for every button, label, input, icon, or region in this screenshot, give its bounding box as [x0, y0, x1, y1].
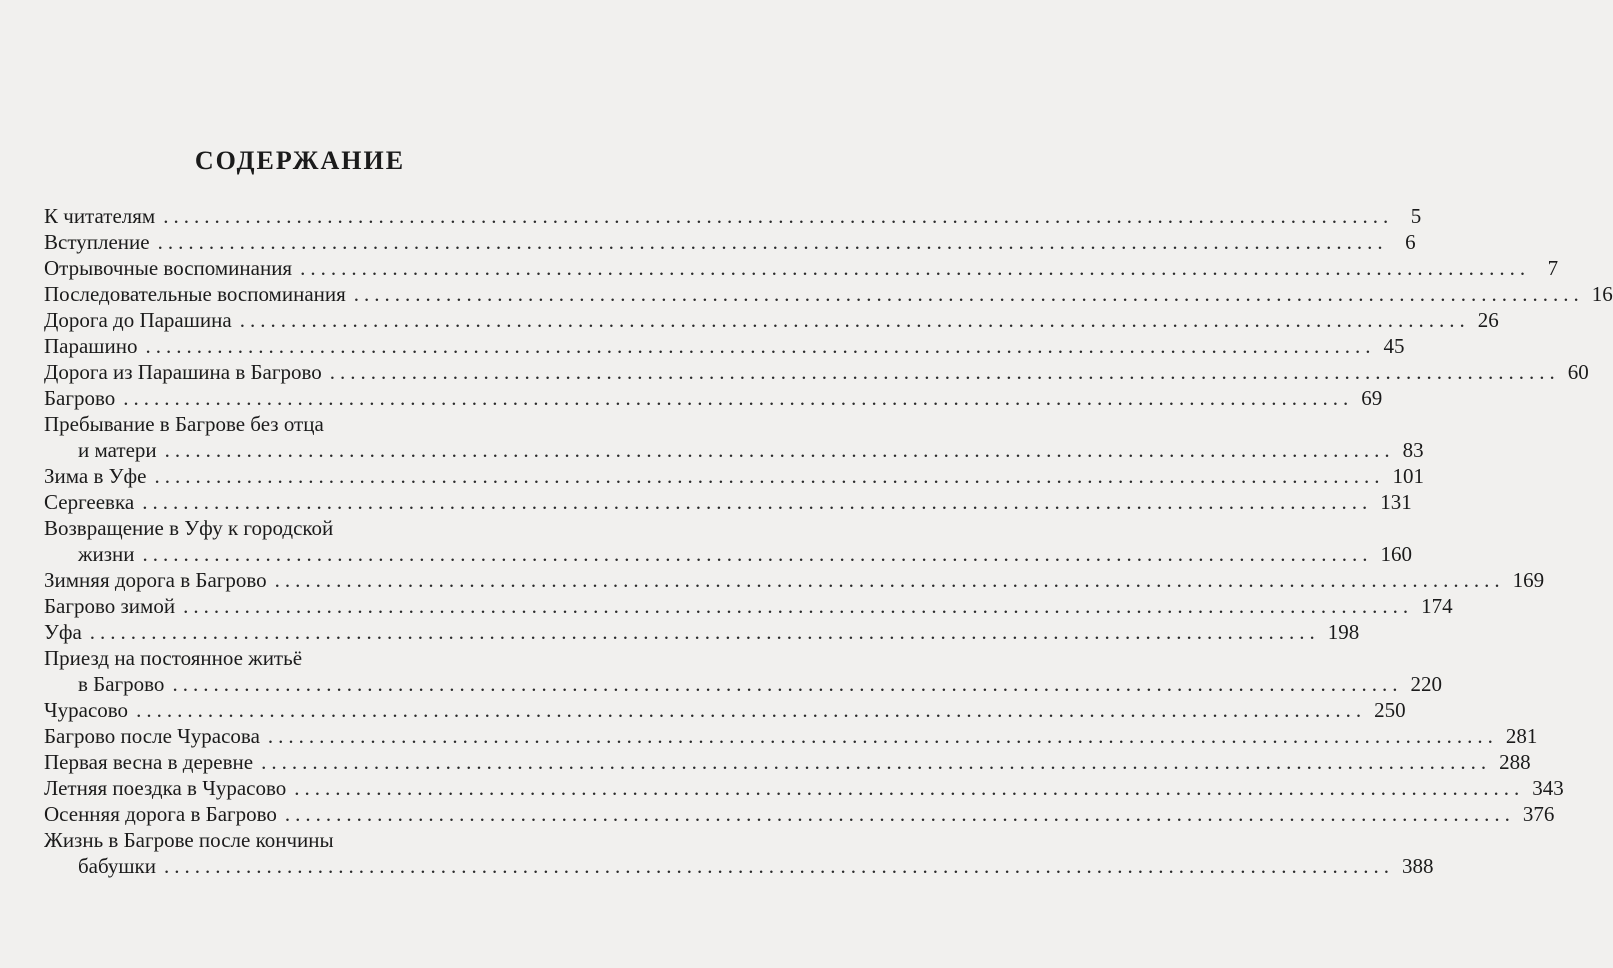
toc-entry: [44, 645, 1442, 697]
toc-entry: [44, 411, 1424, 463]
toc-page-number: 83: [1402, 438, 1424, 462]
dot-leader: ........................................................................................................................: [163, 204, 1394, 228]
toc-entry-line: [44, 463, 1424, 489]
dot-leader: ........................................................................................................................: [284, 802, 1515, 826]
toc-entry-title: Дорога из Парашина в Багрово: [44, 360, 322, 384]
dot-leader: ........................................................................................................................: [164, 854, 1395, 878]
dot-leader: ........................................................................................................................: [261, 750, 1492, 774]
dot-leader: ........................................................................................................................: [142, 542, 1373, 566]
toc-entry-line: [44, 281, 1613, 307]
toc-entry: [44, 203, 1422, 229]
toc-page-number: 16: [1591, 282, 1613, 306]
toc-page-number: 45: [1383, 334, 1405, 358]
toc-entry: [44, 489, 1412, 515]
toc-entry-line: [44, 229, 1416, 255]
toc-entry-line-wrapped: [44, 645, 549, 671]
toc-entry-line: [44, 385, 1383, 411]
toc-entry: [44, 749, 1531, 775]
toc-entry: [44, 359, 1589, 385]
toc-page-number: 169: [1512, 568, 1545, 592]
dot-leader: ........................................................................................................................: [294, 776, 1525, 800]
toc-entry-line: [44, 437, 1424, 463]
dot-leader: ........................................................................................................................: [274, 568, 1505, 592]
toc-entry-line: [44, 749, 1531, 775]
toc-page-number: 220: [1410, 672, 1442, 696]
toc-entry-line: [44, 671, 1442, 697]
toc-entry-title: Зимняя дорога в Багрово: [44, 568, 267, 592]
toc-entry-title: Последовательные воспоминания: [44, 282, 346, 306]
toc-entry: [44, 697, 1406, 723]
toc-entry-title: Возвращение в Уфу к городской: [44, 516, 334, 540]
toc-entry-title: Отрывочные воспоминания: [44, 256, 293, 280]
toc-entry: [44, 723, 1538, 749]
toc-entry: [44, 567, 1545, 593]
toc-page-number: 101: [1392, 464, 1424, 488]
toc-entry-line-wrapped: [44, 827, 549, 853]
toc-entry: [44, 281, 1613, 307]
toc-entry: [44, 385, 1383, 411]
toc-page-number: 198: [1327, 620, 1360, 644]
toc-entry-line: [44, 203, 1422, 229]
dot-leader: ........................................................................................................................: [145, 334, 1376, 358]
dot-leader: ........................................................................................................................: [300, 256, 1531, 280]
toc-entry-title: Первая весна в деревне: [44, 750, 254, 774]
toc-entry-title: и матери: [78, 438, 157, 462]
dot-leader: ........................................................................................................................: [154, 464, 1385, 488]
toc-entry-line: [44, 775, 1564, 801]
toc-page-number: 7: [1547, 256, 1559, 280]
toc-entry-title: Чурасово: [44, 698, 129, 722]
toc-entry: [44, 619, 1360, 645]
toc-entry-line-wrapped: [44, 515, 549, 541]
toc-entry-title: Зима в Уфе: [44, 464, 147, 488]
toc-entry: [44, 463, 1424, 489]
toc-entry-line: [44, 567, 1545, 593]
toc-entry-line: [44, 541, 1413, 567]
dot-leader: ........................................................................................................................: [183, 594, 1414, 618]
dot-leader: ........................................................................................................................: [239, 308, 1470, 332]
toc-entry-line: [44, 723, 1538, 749]
toc-entry-title: Сергеевка: [44, 490, 135, 514]
toc-page-number: 160: [1380, 542, 1413, 566]
toc-page-number: 388: [1402, 854, 1434, 878]
toc-entry-line: [44, 593, 1453, 619]
toc-entry: [44, 801, 1555, 827]
toc-entry-line: [44, 307, 1499, 333]
table-of-contents: [44, 203, 1613, 879]
toc-entry-title: Багрово зимой: [44, 594, 176, 618]
toc-entry-title: Пребывание в Багрове без отца: [44, 412, 324, 436]
toc-entry: [44, 229, 1416, 255]
dot-leader: ........................................................................................................................: [136, 698, 1367, 722]
toc-entry-line: [44, 801, 1555, 827]
toc-entry-title: Летняя поездка в Чурасово: [44, 776, 287, 800]
toc-page-number: 250: [1374, 698, 1406, 722]
page-title: СОДЕРЖАНИЕ: [194, 146, 406, 175]
dot-leader: ........................................................................................................................: [123, 386, 1354, 410]
toc-entry-title: Багрово после Чурасова: [44, 724, 260, 748]
toc-entry-title: Парашино: [44, 334, 138, 358]
toc-page-number: 288: [1499, 750, 1531, 774]
dot-leader: ........................................................................................................................: [353, 282, 1584, 306]
toc-entry-line: [44, 489, 1412, 515]
toc-page-number: 174: [1421, 594, 1453, 618]
toc-entry-title: в Багрово: [78, 672, 165, 696]
toc-entry-title: К читателям: [44, 204, 156, 228]
toc-entry-title: Осенняя дорога в Багрово: [44, 802, 277, 826]
dot-leader: ........................................................................................................................: [157, 230, 1388, 254]
toc-entry-title: Дорога до Парашина: [44, 308, 232, 332]
toc-entry: [44, 775, 1564, 801]
toc-entry: [44, 827, 1434, 879]
toc-entry-line: [44, 853, 1434, 879]
toc-entry-title: жизни: [78, 542, 135, 566]
toc-entry-title: Приезд на постоянное житьё: [44, 646, 303, 670]
toc-entry-line: [44, 333, 1405, 359]
toc-page-number: 376: [1522, 802, 1555, 826]
dot-leader: ........................................................................................................................: [142, 490, 1373, 514]
toc-entry: [44, 307, 1499, 333]
toc-entry: [44, 515, 1413, 567]
toc-page-number: 69: [1361, 386, 1383, 410]
toc-page-number: 26: [1477, 308, 1499, 332]
toc-entry-line: [44, 697, 1406, 723]
dot-leader: ........................................................................................................................: [267, 724, 1498, 748]
dot-leader: ........................................................................................................................: [172, 672, 1403, 696]
toc-page-number: 131: [1380, 490, 1412, 514]
toc-entry-title: Вступление: [44, 230, 150, 254]
toc-entry-line: [44, 255, 1559, 281]
toc-entry-title: Уфа: [44, 620, 82, 644]
toc-entry-line: [44, 619, 1360, 645]
dot-leader: ........................................................................................................................: [329, 360, 1560, 384]
toc-entry-line: [44, 359, 1589, 385]
toc-entry-title: Багрово: [44, 386, 116, 410]
dot-leader: ........................................................................................................................: [164, 438, 1395, 462]
toc-page-number: 281: [1505, 724, 1538, 748]
toc-entry-line-wrapped: [44, 411, 549, 437]
dot-leader: ........................................................................................................................: [89, 620, 1320, 644]
toc-entry-title: Жизнь в Багрове после кончины: [44, 828, 334, 852]
toc-page-number: 60: [1567, 360, 1589, 384]
toc-entry: [44, 593, 1453, 619]
toc-page-number: 343: [1532, 776, 1564, 800]
toc-page-number: 5: [1410, 204, 1422, 228]
toc-page-number: 6: [1405, 230, 1416, 254]
toc-entry-title: бабушки: [78, 854, 157, 878]
toc-entry: [44, 255, 1559, 281]
toc-entry: [44, 333, 1405, 359]
